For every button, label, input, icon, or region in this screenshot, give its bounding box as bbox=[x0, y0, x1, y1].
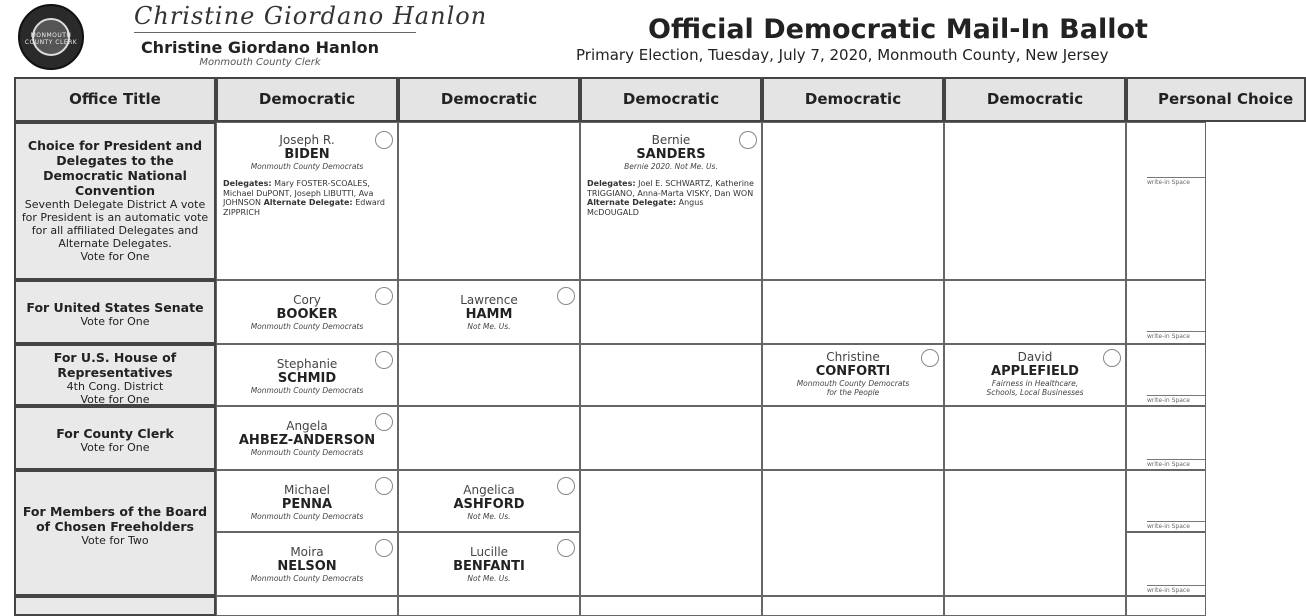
alternate-name: Angus McDOUGALD bbox=[587, 198, 704, 217]
column-header-democratic-3: Democratic bbox=[580, 77, 762, 122]
empty-cell bbox=[398, 344, 580, 406]
office-note: Seventh Delegate District A vote for President is an automatic vote for all affiliated Delegates and Alternate Delegates. bbox=[21, 198, 209, 250]
candidate-slogan: Monmouth County Democrats bbox=[250, 512, 364, 521]
candidate-cell-benfanti[interactable] bbox=[398, 532, 580, 596]
candidate-cell-sanders[interactable] bbox=[580, 122, 762, 280]
delegates-label: Delegates: bbox=[223, 179, 272, 188]
delegates-names: Joel E. SCHWARTZ, Katherine TRIGGIANO, Anna-Marta VISKY, Dan WON bbox=[587, 179, 754, 198]
candidate-slogan: Not Me. Us. bbox=[467, 512, 511, 521]
candidate-last-name: BOOKER bbox=[276, 307, 338, 322]
alternate-label: Alternate Delegate: bbox=[263, 198, 353, 207]
office-title: For United States Senate bbox=[26, 300, 204, 315]
office-title: For Members of the Board of Chosen Freeholders bbox=[22, 504, 208, 534]
candidate-slogan: Monmouth County Democrats bbox=[250, 386, 364, 395]
candidate-cell-ahbez-anderson[interactable] bbox=[216, 406, 398, 470]
empty-cell bbox=[398, 406, 580, 470]
vote-instruction: Vote for One bbox=[80, 441, 150, 454]
column-header-democratic-1: Democratic bbox=[216, 77, 398, 122]
candidate-first-name: Lawrence bbox=[460, 293, 518, 307]
candidate-slogan: Monmouth County Democrats bbox=[250, 448, 364, 457]
writein-line[interactable]: write-in Space bbox=[1147, 395, 1205, 404]
writein-line[interactable]: write-in Space bbox=[1147, 585, 1205, 594]
candidate-cell-biden[interactable] bbox=[216, 122, 398, 280]
candidate-slogan: Monmouth County Democrats for the People bbox=[796, 379, 910, 397]
empty-cell bbox=[762, 280, 944, 344]
empty-cell bbox=[762, 406, 944, 470]
writein-line[interactable]: write-in Space bbox=[1147, 331, 1205, 340]
candidate-slogan: Monmouth County Democrats bbox=[250, 162, 364, 171]
empty-cell bbox=[944, 596, 1126, 616]
empty-cell bbox=[580, 344, 762, 406]
signature-line bbox=[134, 32, 416, 33]
candidate-first-name: Angelica bbox=[463, 483, 515, 497]
empty-cell bbox=[398, 596, 580, 616]
candidate-first-name: Stephanie bbox=[276, 357, 338, 371]
empty-cell bbox=[1126, 596, 1206, 616]
candidate-last-name: AHBEZ-ANDERSON bbox=[238, 433, 376, 448]
delegate-list bbox=[587, 179, 755, 217]
candidate-cell-schmid[interactable] bbox=[216, 344, 398, 406]
candidate-cell-ashford[interactable] bbox=[398, 470, 580, 532]
office-president bbox=[14, 122, 216, 280]
empty-cell bbox=[944, 280, 1126, 344]
empty-cell bbox=[398, 122, 580, 280]
delegate-list bbox=[223, 179, 391, 217]
candidate-slogan: Not Me. Us. bbox=[467, 322, 511, 331]
writein-line[interactable]: write-in Space bbox=[1147, 177, 1205, 186]
candidate-last-name: ASHFORD bbox=[453, 497, 525, 512]
candidate-slogan: Fairness in Healthcare, Schools, Local Businesses bbox=[986, 379, 1084, 397]
vote-instruction: Vote for One bbox=[80, 315, 150, 328]
candidate-last-name: CONFORTI bbox=[815, 364, 891, 379]
candidate-slogan: Monmouth County Democrats bbox=[250, 574, 364, 583]
column-header-personal-choice: Personal Choice bbox=[1126, 77, 1306, 122]
empty-cell bbox=[944, 122, 1126, 280]
empty-cell bbox=[580, 596, 762, 616]
candidate-first-name: Angela bbox=[286, 419, 328, 433]
writein-cell[interactable] bbox=[1126, 470, 1206, 532]
candidate-first-name: Lucille bbox=[469, 545, 509, 559]
candidate-cell-conforti[interactable] bbox=[762, 344, 944, 406]
candidate-last-name: APPLEFIELD bbox=[991, 364, 1079, 379]
empty-cell bbox=[580, 406, 762, 470]
empty-cell bbox=[580, 280, 762, 344]
clerk-signature: Christine Giordano Hanlon bbox=[134, 2, 488, 30]
county-seal-icon bbox=[18, 4, 84, 70]
writein-cell[interactable] bbox=[1126, 122, 1206, 280]
alternate-name: Edward ZIPPRICH bbox=[223, 198, 385, 217]
writein-line[interactable]: write-in Space bbox=[1147, 459, 1205, 468]
candidate-cell-nelson[interactable] bbox=[216, 532, 398, 596]
vote-instruction: Vote for Two bbox=[81, 534, 149, 547]
candidate-last-name: BENFANTI bbox=[453, 559, 525, 574]
candidate-slogan: Bernie 2020. Not Me. Us. bbox=[624, 162, 718, 171]
clerk-title: Monmouth County Clerk bbox=[199, 57, 321, 68]
writein-cell[interactable] bbox=[1126, 532, 1206, 596]
candidate-slogan: Not Me. Us. bbox=[467, 574, 511, 583]
column-header-democratic-4: Democratic bbox=[762, 77, 944, 122]
candidate-last-name: PENNA bbox=[281, 497, 333, 512]
candidate-slogan: Monmouth County Democrats bbox=[250, 322, 364, 331]
empty-cell bbox=[762, 122, 944, 280]
candidate-first-name: Moira bbox=[290, 545, 324, 559]
writein-cell[interactable] bbox=[1126, 280, 1206, 344]
candidate-first-name: Cory bbox=[293, 293, 321, 307]
candidate-first-name: David bbox=[1017, 350, 1053, 364]
column-header-democratic-5: Democratic bbox=[944, 77, 1126, 122]
writein-line[interactable]: write-in Space bbox=[1147, 521, 1205, 530]
alternate-label: Alternate Delegate: bbox=[587, 198, 677, 207]
candidate-last-name: SCHMID bbox=[277, 371, 337, 386]
candidate-last-name: SANDERS bbox=[636, 147, 706, 162]
office-title: For U.S. House of Representatives bbox=[53, 350, 177, 380]
column-header-office-title: Office Title bbox=[14, 77, 216, 122]
office-note: 4th Cong. District bbox=[66, 380, 164, 393]
office-next-row bbox=[14, 596, 216, 616]
empty-cell bbox=[944, 406, 1126, 470]
candidate-last-name: BIDEN bbox=[284, 147, 330, 162]
writein-cell[interactable] bbox=[1126, 406, 1206, 470]
office-freeholders bbox=[14, 470, 216, 596]
vote-instruction: Vote for One bbox=[80, 250, 150, 263]
candidate-cell-applefield[interactable] bbox=[944, 344, 1126, 406]
ballot-title: Official Democratic Mail-In Ballot bbox=[648, 14, 1148, 45]
office-county-clerk bbox=[14, 406, 216, 470]
empty-cell bbox=[944, 470, 1126, 596]
empty-cell bbox=[580, 470, 762, 596]
office-title: For County Clerk bbox=[56, 426, 174, 441]
empty-cell bbox=[762, 596, 944, 616]
column-header-democratic-2: Democratic bbox=[398, 77, 580, 122]
ballot-header bbox=[0, 0, 1200, 74]
empty-cell bbox=[762, 470, 944, 596]
office-senate bbox=[14, 280, 216, 344]
candidate-last-name: NELSON bbox=[277, 559, 337, 574]
ballot-subtitle: Primary Election, Tuesday, July 7, 2020, Monmouth County, New Jersey bbox=[576, 46, 1109, 64]
office-house bbox=[14, 344, 216, 406]
candidate-cell-booker[interactable] bbox=[216, 280, 398, 344]
candidate-cell-penna[interactable] bbox=[216, 470, 398, 532]
empty-cell bbox=[216, 596, 398, 616]
candidate-first-name: Bernie bbox=[651, 133, 691, 147]
clerk-name: Christine Giordano Hanlon bbox=[140, 38, 380, 57]
writein-cell[interactable] bbox=[1126, 344, 1206, 406]
candidate-last-name: HAMM bbox=[465, 307, 513, 322]
seal-text: MONMOUTH COUNTY CLERK bbox=[24, 32, 78, 46]
candidate-cell-hamm[interactable] bbox=[398, 280, 580, 344]
office-title: Choice for President and Delegates to the Democratic National Convention bbox=[27, 138, 203, 198]
delegates-label: Delegates: bbox=[587, 179, 636, 188]
candidate-first-name: Michael bbox=[284, 483, 330, 497]
candidate-first-name: Christine bbox=[826, 350, 880, 364]
vote-instruction: Vote for One bbox=[80, 393, 150, 406]
delegates-names: Mary FOSTER-SCOALES, Michael DuPONT, Joseph LIBUTTI, Ava JOHNSON bbox=[223, 179, 374, 207]
candidate-first-name: Joseph R. bbox=[279, 133, 335, 147]
